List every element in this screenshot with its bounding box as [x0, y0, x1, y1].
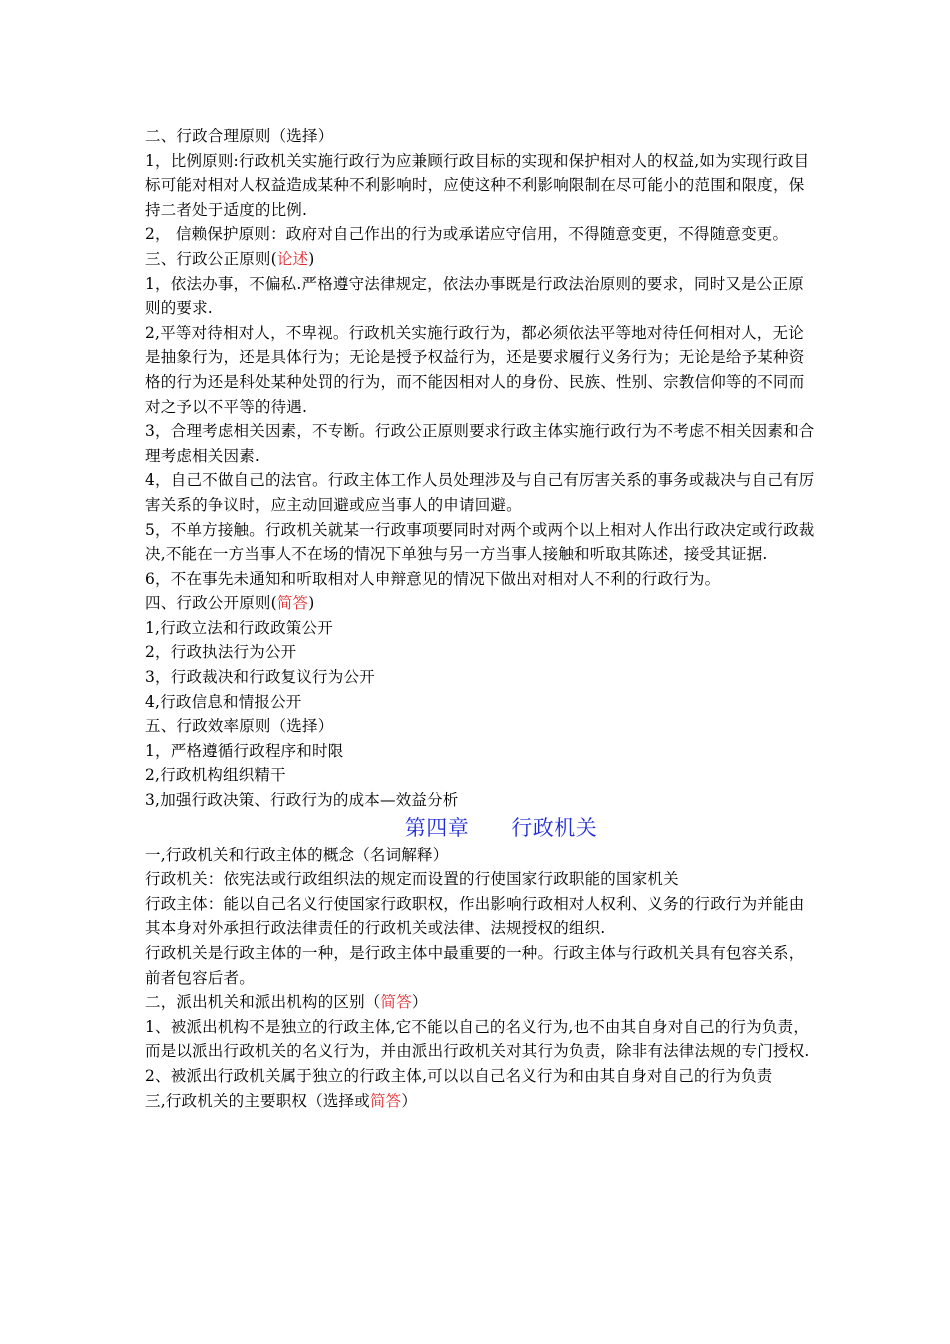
exam-type-tag: 简答: [369, 1091, 402, 1110]
list-item: 4,行政信息和情报公开: [145, 692, 302, 711]
list-item: 3,加强行政决策、行政行为的成本—效益分析: [145, 791, 459, 810]
exam-type-tag: 论述: [276, 249, 309, 268]
paragraph: 行政机关是行政主体的一种，是行政主体中最重要的一种。行政主体与行政机关具有包容关系，前者包容后者。: [145, 944, 805, 987]
section-heading-reasonableness: 二、行政合理原则（选择）: [145, 127, 334, 145]
paragraph: 2、被派出行政机关属于独立的行政主体,可以以自己名义行为和由其自身对自己的行为负责: [145, 1066, 773, 1085]
section-heading-openness: 四、行政公开原则(简答): [145, 594, 315, 613]
paragraph: 行政机关：依宪法或行政组织法的规定而设置的行使国家行政职能的国家机关: [145, 870, 679, 889]
section-heading-efficiency: 五、行政效率原则（选择）: [145, 717, 334, 736]
paragraph: 2,平等对待相对人，不卑视。行政机关实施行政行为，都必须依法平等地对待任何相对人，无论是抽象行为，还是具体行为；无论是授予权益行为，还是要求履行义务行为；无论是给予某种资格的行为还是科处某种处罚的行为，而不能因相对人的身份、民族、性别、宗教信仰等的不同而对之予以不平等的待遇.: [145, 323, 805, 416]
paragraph: 6，不在事先未通知和听取相对人申辩意见的情况下做出对相对人不利的行政行为。: [145, 569, 721, 588]
paragraph: 行政主体：能以自己名义行使国家行政职权，作出影响行政相对人权利、义务的行政行为并能由其本身对外承担行政法律责任的行政机关或法律、法规授权的组织.: [145, 894, 805, 938]
chapter-title: 第四章 行政机关: [404, 815, 598, 840]
paragraph: 2， 信赖保护原则：政府对自己作出的行为或承诺应守信用，不得随意变更，不得随意变更。: [145, 225, 789, 244]
list-item: 2,行政机构组织精干: [145, 766, 286, 785]
exam-type-tag: 简答: [380, 993, 412, 1012]
list-item: 3，行政裁决和行政复议行为公开: [145, 668, 375, 687]
document-body: [145, 124, 817, 1113]
list-item: 2，行政执法行为公开: [145, 643, 297, 662]
list-item: 1，严格遵循行政程序和时限: [145, 741, 344, 760]
paragraph: 5，不单方接触。行政机关就某一行政事项要同时对两个或两个以上相对人作出行政决定或行政裁决,不能在一方当事人不在场的情况下单独与另一方当事人接触和听取其陈述，接受其证据.: [145, 520, 815, 564]
section-heading-fairness: 三、行政公正原则(论述): [145, 249, 315, 268]
paragraph: 4，自己不做自己的法官。行政主体工作人员处理涉及与自己有厉害关系的事务或裁决与自己有厉害关系的争议时，应主动回避或应当事人的申请回避。: [145, 471, 815, 514]
section-heading-powers: 三,行政机关的主要职权（选择或简答）: [145, 1091, 418, 1110]
exam-type-tag: 简答: [276, 594, 309, 613]
list-item: 1,行政立法和行政政策公开: [145, 618, 333, 637]
paragraph: 3，合理考虑相关因素，不专断。行政公正原则要求行政主体实施行政行为不考虑不相关因素和合理考虑相关因素.: [145, 422, 815, 465]
paragraph: 1、被派出机构不是独立的行政主体,它不能以自己的名义行为,也不由其自身对自己的行为负责，而是以派出行政机关的名义行为，并由派出行政机关对其行为负责，除非有法律法规的专门授权.: [145, 1017, 810, 1061]
section-heading-dispatched: 二，派出机关和派出机构的区别（简答）: [145, 993, 428, 1012]
paragraph: 1，比例原则:行政机关实施行政行为应兼顾行政目标的实现和保护相对人的权益,如为实现行政目标可能对相对人权益造成某种不利影响时，应使这种不利影响限制在尽可能小的范围和限度，保持二者处于适度的比例.: [145, 151, 810, 219]
paragraph: 1，依法办事，不偏私.严格遵守法律规定，依法办事既是行政法治原则的要求，同时又是公正原则的要求.: [145, 274, 804, 318]
section-heading-concept: 一,行政机关和行政主体的概念（名词解释）: [145, 845, 449, 864]
